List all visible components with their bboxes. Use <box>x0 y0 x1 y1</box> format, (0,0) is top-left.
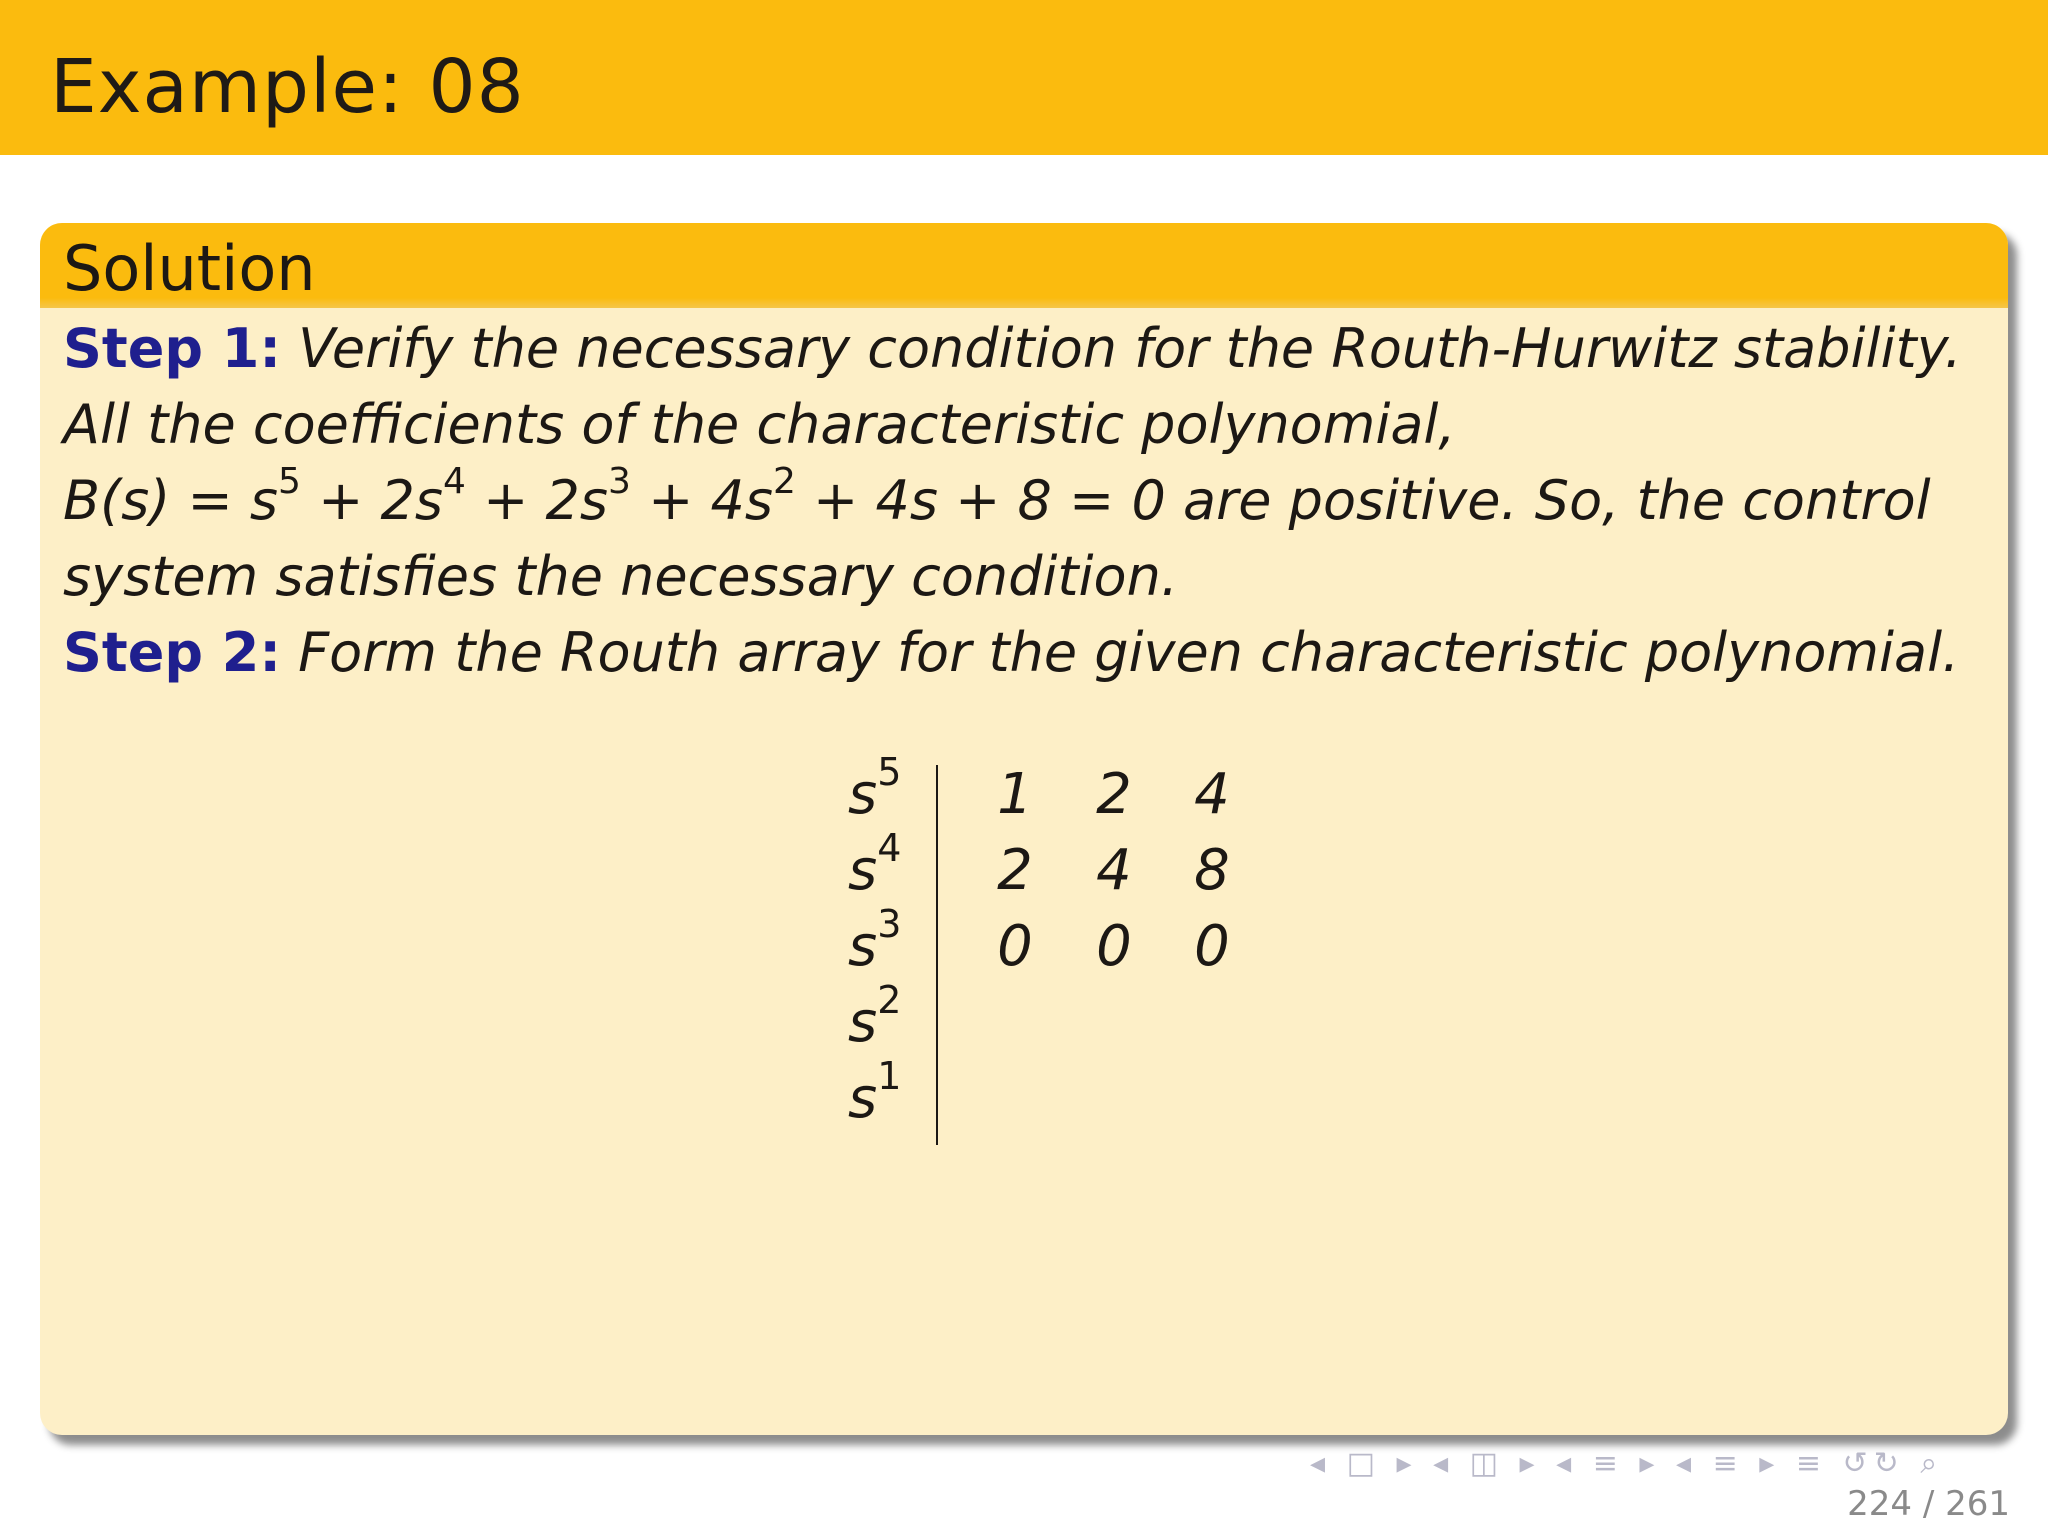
poly-t5: + 4s + 8 = 0 <box>795 469 1166 532</box>
routh-row-label: $s^5$ <box>848 750 902 827</box>
routh-row-label: $s^3$ <box>848 902 902 979</box>
routh-cell: 8 <box>1194 838 1230 903</box>
beamer-navigation[interactable]: ◂ □ ▸ ◂ ◫ ▸ ◂ ≡ ▸ ◂ ≡ ▸ ≡ ↺↻ ⌕ <box>1310 1446 1944 1481</box>
block-title: Solution <box>63 232 316 305</box>
poly-exp3: 3 <box>608 461 631 502</box>
step1-label: Step 1: <box>63 317 281 380</box>
title-bar <box>0 0 2048 155</box>
step1-line2: All the coefficients of the characteristic polynomial, <box>63 393 1456 456</box>
routh-cell: 0 <box>997 914 1033 979</box>
poly-lhs: B(s) = s <box>63 469 279 532</box>
poly-exp2: 2 <box>772 461 796 502</box>
poly-exp5: 5 <box>278 461 301 502</box>
routh-row-label: $s^1$ <box>848 1054 902 1131</box>
routh-cell: 4 <box>1194 762 1230 827</box>
routh-cell: 0 <box>1194 914 1230 979</box>
step1-text: Verify the necessary condition for the Routh-Hurwitz stability. <box>298 317 1962 380</box>
poly-t3: + 2s <box>465 469 608 532</box>
routh-divider <box>936 765 938 1145</box>
routh-array <box>40 223 2008 1435</box>
poly-t2: + 2s <box>300 469 444 532</box>
poly-after: are positive. So, the control <box>1165 469 1931 532</box>
step2-label: Step 2: <box>63 621 281 684</box>
poly-exp4: 4 <box>443 461 466 502</box>
routh-row-label: $s^2$ <box>848 978 902 1055</box>
routh-cell: 2 <box>997 838 1033 903</box>
slide-title: Example: 08 <box>50 44 525 130</box>
solution-block <box>40 223 2008 1435</box>
routh-cell: 0 <box>1096 914 1132 979</box>
routh-cell: 4 <box>1096 838 1132 903</box>
routh-cell: 1 <box>997 762 1033 827</box>
routh-row-label: $s^4$ <box>848 826 902 903</box>
routh-cell: 2 <box>1096 762 1132 827</box>
poly-t4: + 4s <box>630 469 773 532</box>
step2-text: Form the Routh array for the given characteristic polynomial. <box>298 621 1960 684</box>
page-number: 224 / 261 <box>1847 1484 2010 1524</box>
step1-line4: system satisfies the necessary condition. <box>63 545 1178 608</box>
